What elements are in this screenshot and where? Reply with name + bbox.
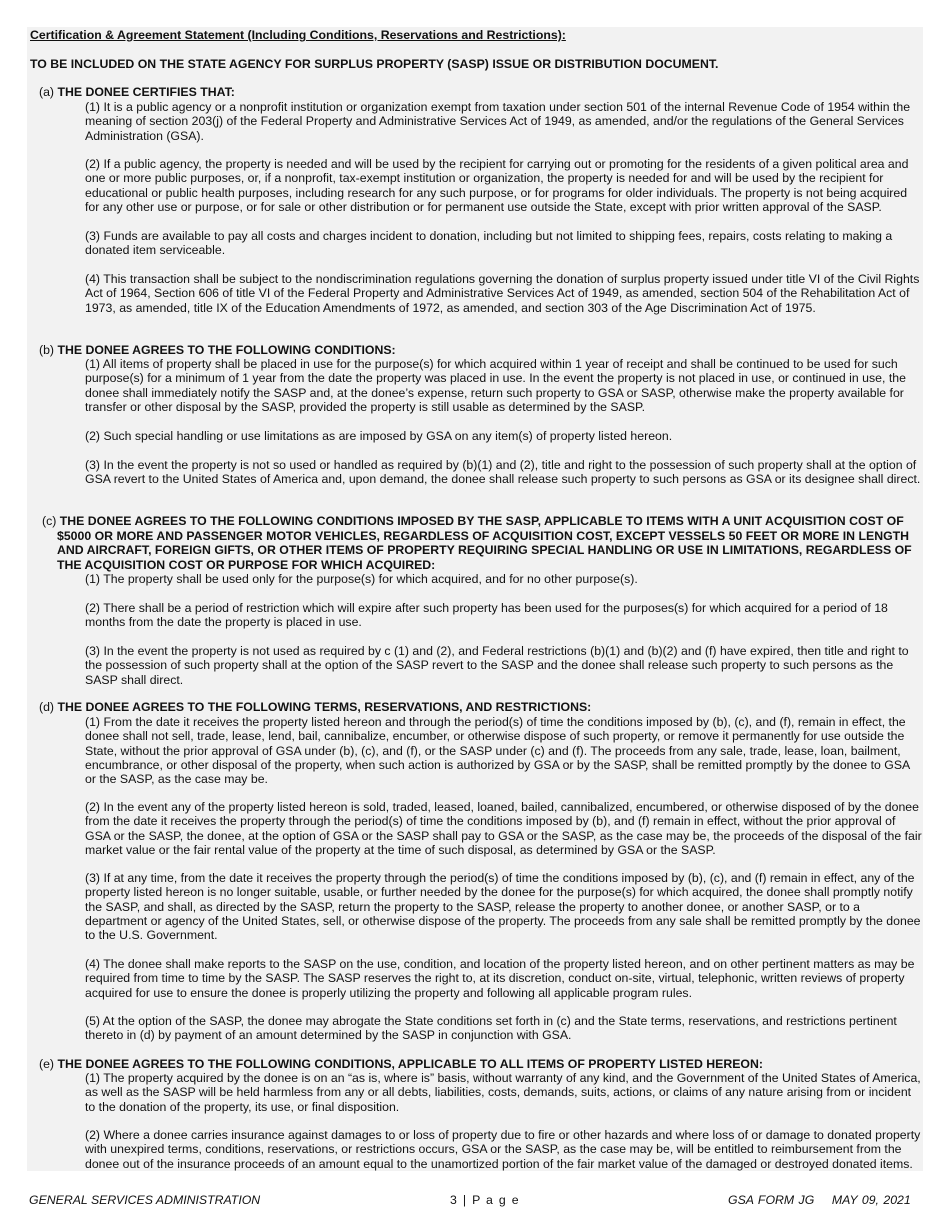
section-c-title-first: THE DONEE AGREES TO THE FOLLOWING CONDITIONS IMPOSED BY THE SASP, APPLICABLE TO ITEMS WITH A UNIT ACQUISITION COST OF <box>59 514 904 528</box>
certification-title: Certification & Agreement Statement (Including Conditions, Reservations and Restrictions): <box>30 28 566 42</box>
section-d-heading <box>39 700 591 715</box>
section-b-item-1: (1) All items of property shall be placed in use for the purpose(s) for which acquired within 1 year of receipt and shall be continued to be used for such purpose(s) for a minimum of 1 year from the date the property was placed in use. In the event the property is not placed in use, or continued in use, the donee shall immediately notify the SASP and, at the donee’s expense, return such property to GSA or SASP, otherwise make the property available for transfer or other disposal by the SASP, provided the property is still usable as determined by the SASP. <box>85 357 906 414</box>
section-b-title: THE DONEE AGREES TO THE FOLLOWING CONDITIONS: <box>57 343 396 357</box>
footer-form-id: GSA FORM JG MAY 09, 2021 <box>728 1193 911 1207</box>
section-c-item-3: (3) In the event the property is not used as required by c (1) and (2), and Federal restrictions (b)(1) and (b)(2) and (f) have expired, then title and right to the possession of such property shall at the option of the SASP revert to the SASP and the donee shall release such property to such persons as the SASP shall direct. <box>85 644 909 687</box>
section-c-heading <box>42 514 927 572</box>
section-e-label: (e) <box>39 1057 55 1071</box>
section-c-title-rest: $5000 OR MORE AND PASSENGER MOTOR VEHICLES, REGARDLESS OF ACQUISITION COST, EXCEPT VESSELS 50 FEET OR MORE IN LENGTH AND AIRCRAFT, FOREIGN GIFTS, OR OTHER ITEMS OF PROPERTY REQUIRING SPECIAL HANDLING OR USE IN LIMITATIONS, REGARDLESS OF THE ACQUISITION COST OR PURPOSE FOR WHICH ACQUIRED: <box>57 528 912 572</box>
section-a-heading <box>39 85 235 100</box>
section-b-heading <box>39 343 396 358</box>
section-a-title: THE DONEE CERTIFIES THAT: <box>57 85 235 99</box>
section-b-label: (b) <box>39 343 55 357</box>
section-a-label: (a) <box>39 85 55 99</box>
section-a-item-3: (3) Funds are available to pay all costs and charges incident to donation, including but not limited to shipping fees, repairs, costs relating to making a donated item serviceable. <box>85 229 893 258</box>
section-e-heading <box>39 1057 763 1072</box>
section-a-item-2: (2) If a public agency, the property is needed and will be used by the recipient for carrying out or promoting for the residents of a given political area and one or more public purposes, or, if a nonprofit, tax-exempt institution or organization, the property is needed for and will be used by the recipient for educational or public health purposes, including research for any such purpose, or for programs for older individuals. The property is not being acquired for any other use or purpose, or for sale or other distribution or for permanent use outside the State, except with prior written approval of the SASP. <box>85 157 909 214</box>
section-e-title: THE DONEE AGREES TO THE FOLLOWING CONDITIONS, APPLICABLE TO ALL ITEMS OF PROPERTY LISTED HEREON: <box>57 1057 763 1071</box>
section-d-item-2: (2) In the event any of the property listed hereon is sold, traded, leased, loaned, bailed, cannibalized, encumbered, or otherwise disposed of by the donee from the date it receives the property through the period(s) of time the conditions imposed by (b), and (f) remain in effect, without the prior approval of GSA or the SASP, the donee, at the option of GSA or the SASP shall pay to GSA or the SASP, as the case may be, the proceeds of the disposal of the fair market value or the fair rental value of the property at the time of such disposal, as determined by GSA or the SASP. <box>85 800 922 857</box>
footer-agency: GENERAL SERVICES ADMINISTRATION <box>29 1193 261 1207</box>
section-a-item-1: (1) It is a public agency or a nonprofit institution or organization exempt from taxation under section 501 of the internal Revenue Code of 1954 within the meaning of section 203(j) of the Federal Property and Administrative Services Act of 1949, as amended, and/or the regulations of the General Services Administration (GSA). <box>85 100 911 143</box>
section-b-item-3: (3) In the event the property is not so used or handled as required by (b)(1) and (2), title and right to the possession of such property shall at the option of GSA revert to the United States of America and, upon demand, the donee shall release such property to such persons as GSA or its designee shall direct. <box>85 458 921 487</box>
section-d-title: THE DONEE AGREES TO THE FOLLOWING TERMS, RESERVATIONS, AND RESTRICTIONS: <box>57 700 592 714</box>
section-c-item-2: (2) There shall be a period of restriction which will expire after such property has been used for the purposes(s) for which acquired for a period of 18 months from the date the property is placed in use. <box>85 601 888 630</box>
section-e-item-2: (2) Where a donee carries insurance against damages to or loss of property due to fire or other hazards and where loss of or damage to donated property with unexpired terms, conditions, reservations, or restrictions occurs, GSA or the SASP, as the case may be, will be entitled to reimbursement from the donee out of the insurance proceeds of an amount equal to the unamortized portion of the fair market value of the damaged or destroyed donated items. <box>85 1128 921 1171</box>
section-d-label: (d) <box>39 700 55 714</box>
section-a-item-4: (4) This transaction shall be subject to the nondiscrimination regulations governing the donation of surplus property issued under title VI of the Civil Rights Act of 1964, Section 606 of title VI of the Federal Property and Administrative Services Act of 1949, as amended, section 504 of the Rehabilitation Act of 1973, as amended, title IX of the Education Amendments of 1972, as amended, and section 303 of the Age Discrimination Act of 1975. <box>85 272 920 315</box>
section-c-item-1: (1) The property shall be used only for the purpose(s) for which acquired, and for no other purpose(s). <box>85 572 638 586</box>
include-notice: TO BE INCLUDED ON THE STATE AGENCY FOR SURPLUS PROPERTY (SASP) ISSUE OR DISTRIBUTION DOCUMENT. <box>30 57 719 71</box>
section-e-item-1: (1) The property acquired by the donee is on an “as is, where is” basis, without warranty of any kind, and the Government of the United States of America, as well as the SASP will be held harmless from any or all debts, liabilities, costs, demands, suits, actions, or claims of any nature arising from or incident to the donation of the property, its use, or final disposition. <box>85 1071 921 1114</box>
section-d-item-3: (3) If at any time, from the date it receives the property through the period(s) of time the conditions imposed by (b), (c), and (f) remain in effect, any of the property listed hereon is no longer suitable, usable, or further needed by the donee for the purpose(s) for which acquired, the donee shall promptly notify the SASP, and shall, as directed by the SASP, return the property to the SASP, release the property to another donee, or another SASP, or to a department or agency of the United States, sell, or otherwise dispose of the property. The proceeds from any sale shall be remitted promptly by the donee to the U.S. Government. <box>85 871 921 943</box>
footer-page-number: 3 | P a g e <box>450 1193 520 1207</box>
section-b-item-2: (2) Such special handling or use limitations as are imposed by GSA on any item(s) of property listed hereon. <box>85 429 673 443</box>
section-d-item-4: (4) The donee shall make reports to the SASP on the use, condition, and location of the property listed hereon, and on other pertinent matters as may be required from time to time by the SASP. The SASP reserves the right to, at its discretion, conduct on-site, virtual, telephonic, written reviews of property acquired for use to ensure the donee is properly utilizing the property and following all applicable program rules. <box>85 957 915 1000</box>
section-c-label: (c) <box>42 514 57 528</box>
section-d-item-5: (5) At the option of the SASP, the donee may abrogate the State conditions set forth in (c) and the State terms, reservations, and restrictions pertinent thereto in (d) by payment of an amount determined by the SASP in conjunction with GSA. <box>85 1014 897 1043</box>
section-d-item-1: (1) From the date it receives the property listed hereon and through the period(s) of time the conditions imposed by (b), (c), and (f), remain in effect, the donee shall not sell, trade, lease, lend, bail, cannibalize, encumber, or otherwise dispose of such property, or remove it permanently for use outside the State, without the prior approval of GSA under (b), (c), and (f), or the SASP under (c) and (f). The proceeds from any sale, trade, lease, loan, bailment, encumbrance, or other disposal of the property, when such action is authorized by GSA or by the SASP, shall be remitted promptly by the donee to GSA or the SASP, as the case may be. <box>85 715 910 787</box>
